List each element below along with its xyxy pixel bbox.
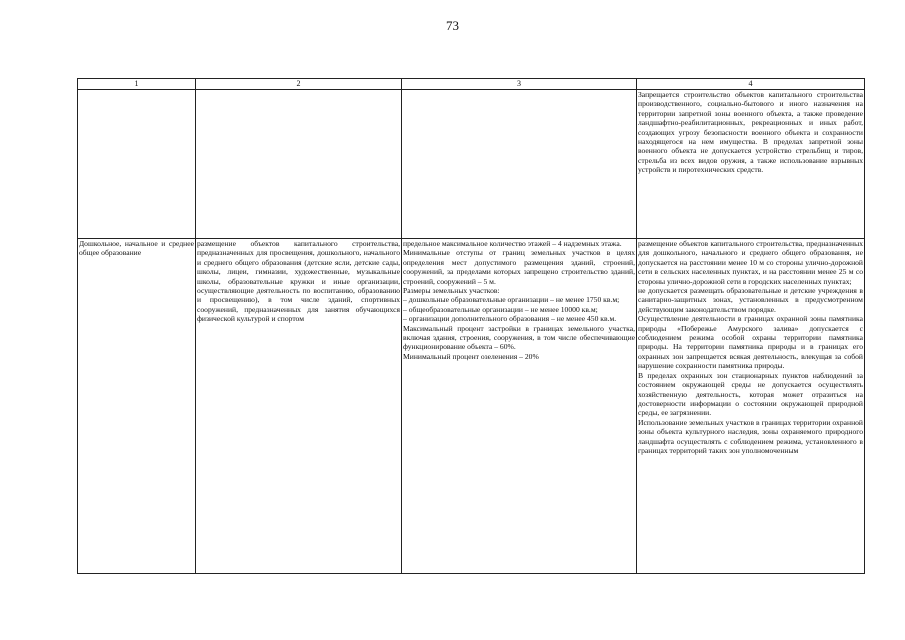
restriction-nature-monument: Осуществление деятельности в границах охранной зоны памятника природы «Побережье Амурского залива» допускается с соблюдением режима особой охраны территории памятника природы. На территории памятника природы и в границах его охранных зон запрещается всякая деятельность, влекущая за собой нарушение сохранности памятника природы. [638,314,863,371]
cell-r1-c4: Запрещается строительство объектов капитального строительства производственного, социально-бытового и иного назначения на территории запретной зоны военного объекта, а также проведение ландшафтно-реабилитационных, рекреационных и иных работ, создающих угрозу безопасности военного объекта и сохранности находящегося на нем имущества. В пределах запретной зоны военного объекта не допускается устройство стрельбищ и тиров, стрельба из всех видов оружия, а также использование взрывных устройств и пиротехнических средств. [637,90,865,239]
page-number: 73 [446,18,459,33]
regulations-table [77,78,865,574]
restriction-cultural-heritage: Использование земельных участков в границах территории охранной зоны объекта культурного наследия, зоны охраняемого природного ландшафта осуществлять с соблюдением режима, установленного в границах территорий таких зон уполномоченным [638,417,863,455]
param-floors: предельное максимальное количество этажей – 4 надземных этажа. [403,239,622,248]
param-school-size: – общеобразовательные организации – не менее 10000 кв.м; [403,304,598,314]
column-header-3: 3 [402,79,637,90]
restriction-road-distance: размещение объектов капитального строительства, предназначенных для дошкольного, начального и среднего общего образования, не допускается на расстоянии менее 10 м со стороны улично-дорожной сети в сельских населенных пунктах, и на расстоянии менее 25 м со стороны улично-дорожной сети в городских населенных пунктах; [638,239,863,286]
cell-land-use-name: Дошкольное, начальное и среднее общее образование [78,239,196,574]
table-header-row [78,79,865,90]
column-header-4: 4 [637,79,865,90]
table-row [78,239,865,574]
param-plot-sizes-heading: Размеры земельных участков: [403,286,500,296]
param-preschool-size: – дошкольные образовательные организации – не менее 1750 кв.м; [403,295,620,305]
cell-parameters [402,239,637,574]
column-header-2: 2 [196,79,402,90]
restriction-monitoring-points: В пределах охранных зон стационарных пунктов наблюдений за состоянием окружающей среды не допускается осуществлять хозяйственную деятельность, которая может отразиться на достоверности информации о состоянии окружающей природной среды, ее загрязнении. [638,370,863,418]
cell-restrictions [637,239,865,574]
cell-r1-c2 [196,90,402,239]
param-max-coverage: Максимальный процент застройки в границах земельного участка, включая здания, строения, сооружения, в том числе обеспечивающие функционирование объекта – 60%. [403,323,635,352]
cell-land-use-description: размещение объектов капитального строительства, предназначенных для просвещения, дошкольного, начального и среднего общего образования (детские ясли, детские сады, школы, лицеи, гимназии, художественные, музыкальные школы, образовательные кружки и иные организации, осуществляющие деятельность по воспитанию, образованию и просвещению), в том числе зданий, спортивных сооружений, предназначенных для занятия обучающихся физической культурой и спортом [196,239,402,574]
column-header-1: 1 [78,79,196,90]
param-setbacks: Минимальные отступы от границ земельных участков в целях определения мест допустимого размещения зданий, строений, сооружений, за пределами которых запрещено строительство зданий, строений, сооружений – 5 м. [403,248,635,286]
cell-r1-c1 [78,90,196,239]
cell-r1-c3 [402,90,637,239]
param-min-greenery: Минимальный процент озеленения – 20% [403,351,539,361]
param-extra-education-size: – организации дополнительного образования – не менее 450 кв.м. [403,314,617,324]
restriction-sanitary-zones: не допускается размещать образовательные и детские учреждения в санитарно-защитных зонах, установленных в предусмотренном действующим законодательством порядке. [638,286,863,314]
table-row [78,90,865,239]
